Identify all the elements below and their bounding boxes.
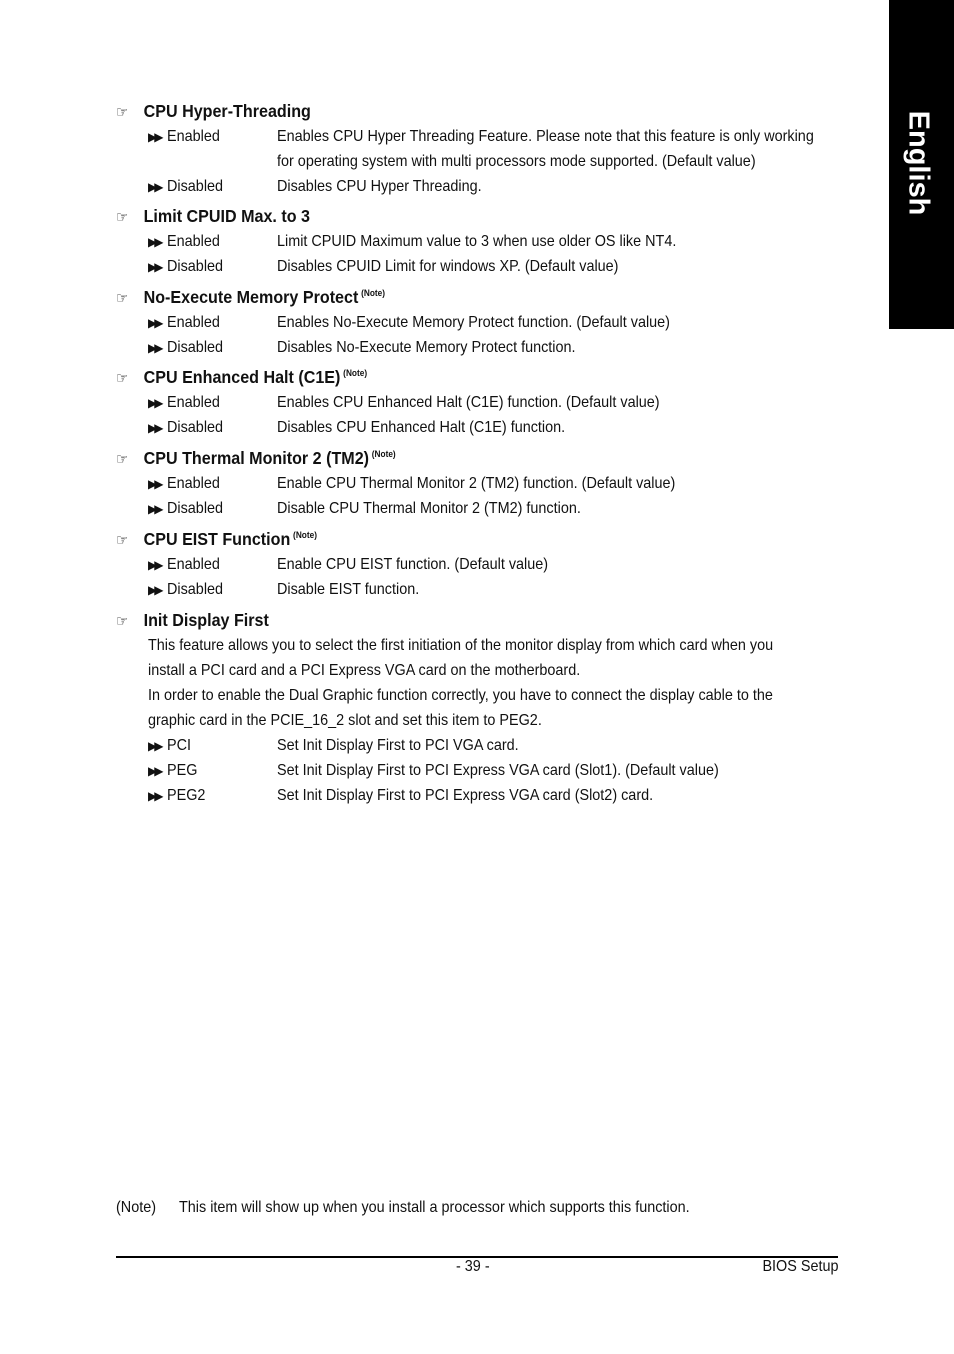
pointing-hand-icon: ☞ — [116, 613, 129, 630]
note-marker: (Note) — [361, 288, 386, 298]
section-title — [116, 610, 269, 631]
option-description: Enables No-Execute Memory Protect function. (Default value) — [277, 314, 670, 331]
section-title-text: CPU EIST Function — [143, 529, 291, 549]
footer-section-label: BIOS Setup — [761, 1258, 838, 1275]
double-arrow-icon: ▶▶ — [148, 396, 161, 410]
section-title-text: No-Execute Memory Protect — [143, 287, 359, 307]
option-name: Enabled — [167, 314, 220, 331]
paragraph-line: install a PCI card and a PCI Express VGA card on the motherboard. — [148, 662, 581, 679]
option-name: Enabled — [167, 475, 220, 492]
option-row — [148, 556, 840, 574]
option-row — [148, 128, 840, 146]
option-description: Disables CPU Enhanced Halt (C1E) function. — [277, 419, 566, 436]
section-title — [116, 529, 317, 550]
option-row — [148, 762, 840, 780]
option-description: Enables CPU Enhanced Halt (C1E) function. (Default value) — [277, 394, 660, 411]
section-title — [116, 448, 396, 469]
option-description: Disables CPU Hyper Threading. — [277, 178, 482, 195]
option-name: Disabled — [167, 339, 224, 356]
option-name: Disabled — [167, 500, 224, 517]
option-row — [148, 339, 840, 357]
section-title — [116, 206, 310, 227]
note-marker: (Note) — [293, 530, 317, 540]
section-title-text: CPU Hyper-Threading — [143, 101, 311, 121]
option-name: Enabled — [167, 556, 220, 573]
paragraph-line: In order to enable the Dual Graphic function correctly, you have to connect the display cable to the — [148, 687, 773, 704]
option-description: Enable CPU EIST function. (Default value) — [277, 556, 549, 573]
option-row — [148, 419, 840, 437]
pointing-hand-icon: ☞ — [116, 104, 129, 121]
option-row — [148, 178, 840, 196]
option-row — [148, 394, 840, 412]
double-arrow-icon: ▶▶ — [148, 421, 161, 435]
side-language-label: English — [902, 110, 935, 216]
option-name: Disabled — [167, 258, 224, 275]
option-name: Disabled — [167, 178, 224, 195]
note-marker: (Note) — [371, 449, 396, 459]
option-name: PEG2 — [167, 787, 206, 804]
section-title — [116, 287, 385, 308]
option-row — [148, 258, 840, 276]
option-name: Enabled — [167, 233, 220, 250]
double-arrow-icon: ▶▶ — [148, 180, 161, 194]
double-arrow-icon: ▶▶ — [148, 502, 161, 516]
option-row — [148, 475, 840, 493]
option-row — [148, 581, 840, 599]
option-name: Enabled — [167, 128, 220, 145]
paragraph-line: This feature allows you to select the first initiation of the monitor display from which card when you — [148, 637, 774, 654]
double-arrow-icon: ▶▶ — [148, 316, 161, 330]
option-description: Set Init Display First to PCI Express VGA card (Slot1). (Default value) — [277, 762, 719, 779]
section-title — [116, 101, 311, 122]
section-title-text: CPU Thermal Monitor 2 (TM2) — [143, 448, 370, 468]
option-row — [148, 314, 840, 332]
option-description: Disables CPUID Limit for windows XP. (Default value) — [277, 258, 619, 275]
section-title — [116, 367, 367, 388]
section-title-text: CPU Enhanced Halt (C1E) — [143, 367, 341, 387]
double-arrow-icon: ▶▶ — [148, 739, 161, 753]
option-row — [148, 787, 840, 805]
option-description: Enables CPU Hyper Threading Feature. Please note that this feature is only working — [277, 128, 814, 145]
double-arrow-icon: ▶▶ — [148, 260, 161, 274]
pointing-hand-icon: ☞ — [116, 370, 129, 387]
side-language-tab — [889, 0, 954, 329]
option-description: for operating system with multi processors mode supported. (Default value) — [277, 153, 756, 170]
section-title-text: Limit CPUID Max. to 3 — [143, 206, 310, 226]
footnote-label: (Note) — [116, 1199, 157, 1216]
option-description: Set Init Display First to PCI Express VGA card (Slot2) card. — [277, 787, 654, 804]
page-number: - 39 - — [456, 1258, 490, 1275]
pointing-hand-icon: ☞ — [116, 209, 129, 226]
option-name: Disabled — [167, 419, 224, 436]
double-arrow-icon: ▶▶ — [148, 235, 161, 249]
double-arrow-icon: ▶▶ — [148, 558, 161, 572]
option-row — [148, 233, 840, 251]
option-description: Enable CPU Thermal Monitor 2 (TM2) function. (Default value) — [277, 475, 676, 492]
section-title-text: Init Display First — [143, 610, 269, 630]
option-description: Disable CPU Thermal Monitor 2 (TM2) function. — [277, 500, 581, 517]
option-row — [148, 737, 840, 755]
pointing-hand-icon: ☞ — [116, 532, 129, 549]
double-arrow-icon: ▶▶ — [148, 341, 161, 355]
option-description: Disable EIST function. — [277, 581, 420, 598]
option-description: Set Init Display First to PCI VGA card. — [277, 737, 519, 754]
double-arrow-icon: ▶▶ — [148, 477, 161, 491]
option-name: PCI — [167, 737, 192, 754]
option-name: Disabled — [167, 581, 224, 598]
option-description: Limit CPUID Maximum value to 3 when use older OS like NT4. — [277, 233, 677, 250]
double-arrow-icon: ▶▶ — [148, 789, 161, 803]
option-row — [148, 500, 840, 518]
option-name: PEG — [167, 762, 198, 779]
option-name: Enabled — [167, 394, 220, 411]
double-arrow-icon: ▶▶ — [148, 130, 161, 144]
double-arrow-icon: ▶▶ — [148, 583, 161, 597]
pointing-hand-icon: ☞ — [116, 290, 129, 307]
footnote-text: This item will show up when you install a processor which supports this function. — [179, 1199, 690, 1216]
note-marker: (Note) — [343, 368, 368, 378]
option-description: Disables No-Execute Memory Protect function. — [277, 339, 576, 356]
double-arrow-icon: ▶▶ — [148, 764, 161, 778]
paragraph-line: graphic card in the PCIE_16_2 slot and set this item to PEG2. — [148, 712, 542, 729]
pointing-hand-icon: ☞ — [116, 451, 129, 468]
